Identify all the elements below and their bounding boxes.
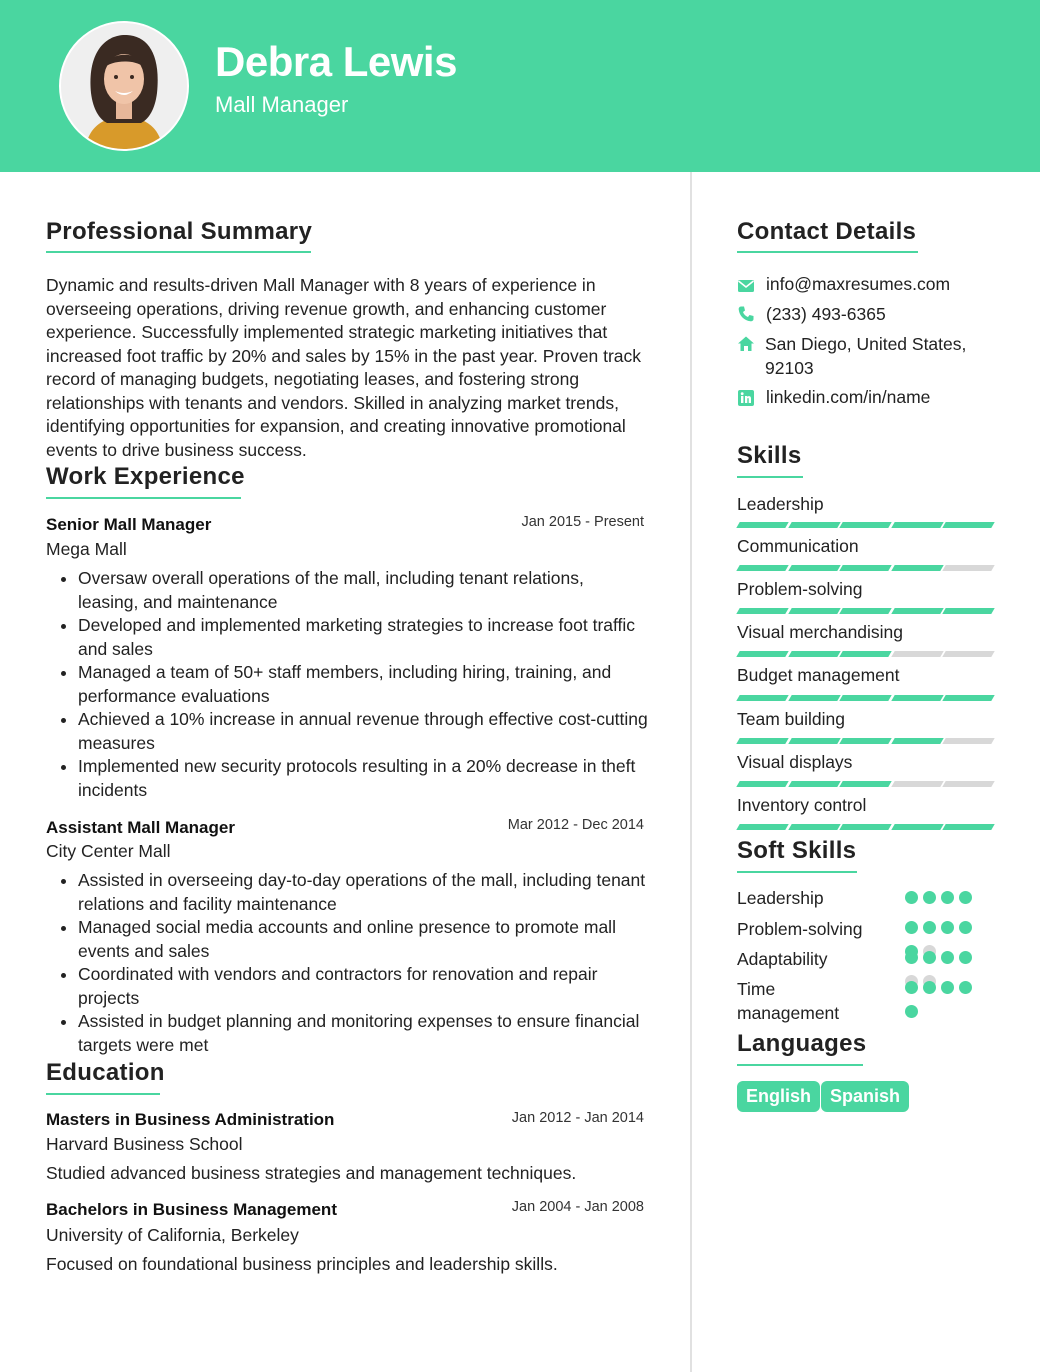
skill-level-segment bbox=[839, 608, 891, 614]
skill-name: Budget management bbox=[737, 665, 900, 685]
skill-level-segment bbox=[839, 522, 891, 528]
candidate-name: Debra Lewis bbox=[215, 38, 457, 85]
job-bullet: • Managed social media accounts and online presence to promote mall events and sales bbox=[78, 916, 648, 963]
languages-heading-underline bbox=[737, 1064, 863, 1066]
skill-level-segment bbox=[839, 695, 891, 701]
contact-linkedin[interactable] bbox=[737, 386, 930, 410]
job-bullets bbox=[45, 869, 648, 1057]
job-dates: Mar 2012 - Dec 2014 bbox=[507, 817, 644, 833]
summary-heading-underline bbox=[46, 251, 311, 253]
soft-skill-dot bbox=[923, 951, 936, 964]
soft-skill-dot bbox=[959, 981, 972, 994]
skill-level-segment bbox=[891, 565, 943, 571]
skill-name: Visual merchandising bbox=[737, 622, 904, 642]
soft-skills-heading-underline bbox=[737, 871, 857, 873]
skill-level-bar bbox=[738, 738, 993, 744]
skill-level-segment bbox=[839, 565, 891, 571]
contact-phone-text[interactable]: (233) 493-6365 bbox=[766, 304, 886, 324]
skill-level-segment bbox=[891, 522, 943, 528]
soft-skill-dot bbox=[905, 891, 918, 904]
skills-heading-underline bbox=[737, 476, 803, 478]
skill-level-segment bbox=[736, 565, 788, 571]
soft-skill-dot bbox=[923, 921, 936, 934]
contact-email-text[interactable]: info@maxresumes.com bbox=[766, 274, 951, 294]
contact-heading-underline bbox=[737, 251, 918, 253]
skill-level-segment bbox=[943, 738, 995, 744]
skills-heading: Skills bbox=[737, 442, 802, 469]
skill-level-segment bbox=[839, 781, 891, 787]
contact-location-text: San Diego, United States, 92103 bbox=[765, 334, 967, 378]
skill-name: Visual displays bbox=[737, 752, 853, 772]
skill-name: Inventory control bbox=[737, 795, 867, 815]
skill-level-bar bbox=[738, 522, 993, 528]
summary-heading: Professional Summary bbox=[46, 218, 313, 245]
education-dates: Jan 2012 - Jan 2014 bbox=[511, 1110, 644, 1126]
education-school: Harvard Business School bbox=[46, 1134, 243, 1154]
job-role: Assistant Mall Manager bbox=[46, 818, 235, 837]
skill-level-segment bbox=[943, 651, 995, 657]
skill-level-segment bbox=[943, 695, 995, 701]
job-bullet: • Assisted in budget planning and monitoring expenses to ensure financial targets were met bbox=[78, 1010, 648, 1057]
skill-level-bar bbox=[738, 824, 993, 830]
skill-level-segment bbox=[736, 824, 788, 830]
soft-skill-dot bbox=[905, 1005, 918, 1018]
skill-level-segment bbox=[788, 738, 840, 744]
skill-level-segment bbox=[943, 608, 995, 614]
education-school: University of California, Berkeley bbox=[46, 1225, 299, 1245]
candidate-title: Mall Manager bbox=[215, 92, 349, 117]
contact-phone[interactable] bbox=[737, 303, 886, 327]
job-company: City Center Mall bbox=[46, 841, 171, 861]
skill-level-segment bbox=[943, 824, 995, 830]
skill-level-segment bbox=[788, 565, 840, 571]
soft-skill-dot bbox=[959, 921, 972, 934]
skill-level-segment bbox=[839, 651, 891, 657]
contact-location bbox=[737, 333, 982, 380]
soft-skill-dot bbox=[959, 891, 972, 904]
skill-level-bar bbox=[738, 565, 993, 571]
soft-skill-dot bbox=[905, 981, 918, 994]
contact-heading: Contact Details bbox=[737, 218, 917, 245]
skill-level-segment bbox=[891, 824, 943, 830]
skill-level-segment bbox=[891, 738, 943, 744]
education-heading: Education bbox=[46, 1059, 165, 1086]
skill-level-bar bbox=[738, 695, 993, 701]
skill-level-bar bbox=[738, 781, 993, 787]
skill-level-segment bbox=[891, 695, 943, 701]
skill-level-segment bbox=[891, 781, 943, 787]
soft-skill-name: Leadership bbox=[737, 888, 824, 908]
skill-level-bar bbox=[738, 651, 993, 657]
education-dates: Jan 2004 - Jan 2008 bbox=[511, 1199, 644, 1215]
job-bullet: • Developed and implemented marketing strategies to increase foot traffic and sales bbox=[78, 614, 648, 661]
job-bullet: • Assisted in overseeing day-to-day operations of the mall, including tenant relations and facility maintenance bbox=[78, 869, 648, 916]
soft-skill-dot bbox=[941, 891, 954, 904]
soft-skill-dot bbox=[941, 981, 954, 994]
education-degree: Masters in Business Administration bbox=[46, 1110, 335, 1129]
language-tag: English bbox=[737, 1081, 820, 1112]
education-description: Studied advanced business strategies and management techniques. bbox=[46, 1163, 577, 1183]
header-banner bbox=[0, 0, 1040, 172]
education-heading-underline bbox=[46, 1093, 160, 1095]
skill-level-segment bbox=[788, 522, 840, 528]
job-bullet: • Managed a team of 50+ staff members, including hiring, training, and performance evaluations bbox=[78, 661, 648, 708]
soft-skill-dot bbox=[905, 921, 918, 934]
experience-heading-underline bbox=[46, 497, 241, 499]
soft-skill-dot bbox=[959, 951, 972, 964]
education-description: Focused on foundational business principles and leadership skills. bbox=[46, 1254, 558, 1274]
experience-heading: Work Experience bbox=[46, 463, 245, 490]
profile-photo bbox=[59, 21, 189, 151]
skill-name: Leadership bbox=[737, 494, 824, 514]
skill-level-segment bbox=[839, 738, 891, 744]
job-bullet: • Achieved a 10% increase in annual revenue through effective cost-cutting measures bbox=[78, 708, 648, 755]
soft-skill-dot bbox=[941, 951, 954, 964]
soft-skill-dot bbox=[905, 951, 918, 964]
job-company: Mega Mall bbox=[46, 539, 127, 559]
job-bullet: • Oversaw overall operations of the mall, including tenant relations, leasing, and maintenance bbox=[78, 567, 648, 614]
job-bullets bbox=[45, 567, 648, 802]
skill-level-segment bbox=[943, 522, 995, 528]
skill-level-segment bbox=[891, 651, 943, 657]
job-bullet: • Coordinated with vendors and contractors for renovation and repair projects bbox=[78, 963, 648, 1010]
skill-level-segment bbox=[736, 651, 788, 657]
skill-level-segment bbox=[788, 824, 840, 830]
soft-skills-heading: Soft Skills bbox=[737, 837, 857, 864]
skill-level-segment bbox=[736, 608, 788, 614]
skill-level-segment bbox=[736, 522, 788, 528]
contact-linkedin-text[interactable]: linkedin.com/in/name bbox=[766, 387, 931, 407]
column-divider bbox=[690, 172, 692, 1372]
education-degree: Bachelors in Business Management bbox=[46, 1200, 337, 1219]
skill-level-segment bbox=[943, 781, 995, 787]
job-bullet: • Implemented new security protocols resulting in a 20% decrease in theft incidents bbox=[78, 755, 648, 802]
skill-level-segment bbox=[736, 695, 788, 701]
soft-skill-name: Adaptability bbox=[737, 949, 828, 969]
skill-level-bar bbox=[738, 608, 993, 614]
job-dates: Jan 2015 - Present bbox=[521, 514, 644, 530]
summary-text: Dynamic and results-driven Mall Manager with 8 years of experience in overseeing operations, driving revenue growth, and enhancing customer experience. Successfully implemented strategic marketing initiatives that increased foot traffic by 20% and sales by 15% in the past year. Proven track record of managing budgets, negotiating leases, and fostering strong relationships with tenants and vendors. Skilled in analyzing market trends, identifying opportunities for expansion, and creating innovative promotional events to drive business success. bbox=[46, 275, 642, 460]
skill-level-segment bbox=[788, 695, 840, 701]
soft-skill-dot bbox=[923, 891, 936, 904]
skill-level-segment bbox=[839, 824, 891, 830]
skill-level-segment bbox=[736, 781, 788, 787]
skill-level-segment bbox=[788, 781, 840, 787]
skill-level-segment bbox=[788, 651, 840, 657]
skill-level-segment bbox=[891, 608, 943, 614]
skill-level-segment bbox=[943, 565, 995, 571]
soft-skill-dot bbox=[941, 921, 954, 934]
soft-skill-dot bbox=[923, 981, 936, 994]
skill-name: Problem-solving bbox=[737, 579, 863, 599]
language-tag: Spanish bbox=[821, 1081, 909, 1112]
contact-email[interactable] bbox=[737, 273, 950, 297]
skill-name: Communication bbox=[737, 536, 859, 556]
soft-skill-name: Time management bbox=[737, 979, 840, 1023]
job-role: Senior Mall Manager bbox=[46, 515, 212, 534]
skill-name: Team building bbox=[737, 709, 845, 729]
skill-level-segment bbox=[736, 738, 788, 744]
soft-skill-name: Problem-solving bbox=[737, 919, 863, 939]
skill-level-segment bbox=[788, 608, 840, 614]
languages-heading: Languages bbox=[737, 1030, 867, 1057]
